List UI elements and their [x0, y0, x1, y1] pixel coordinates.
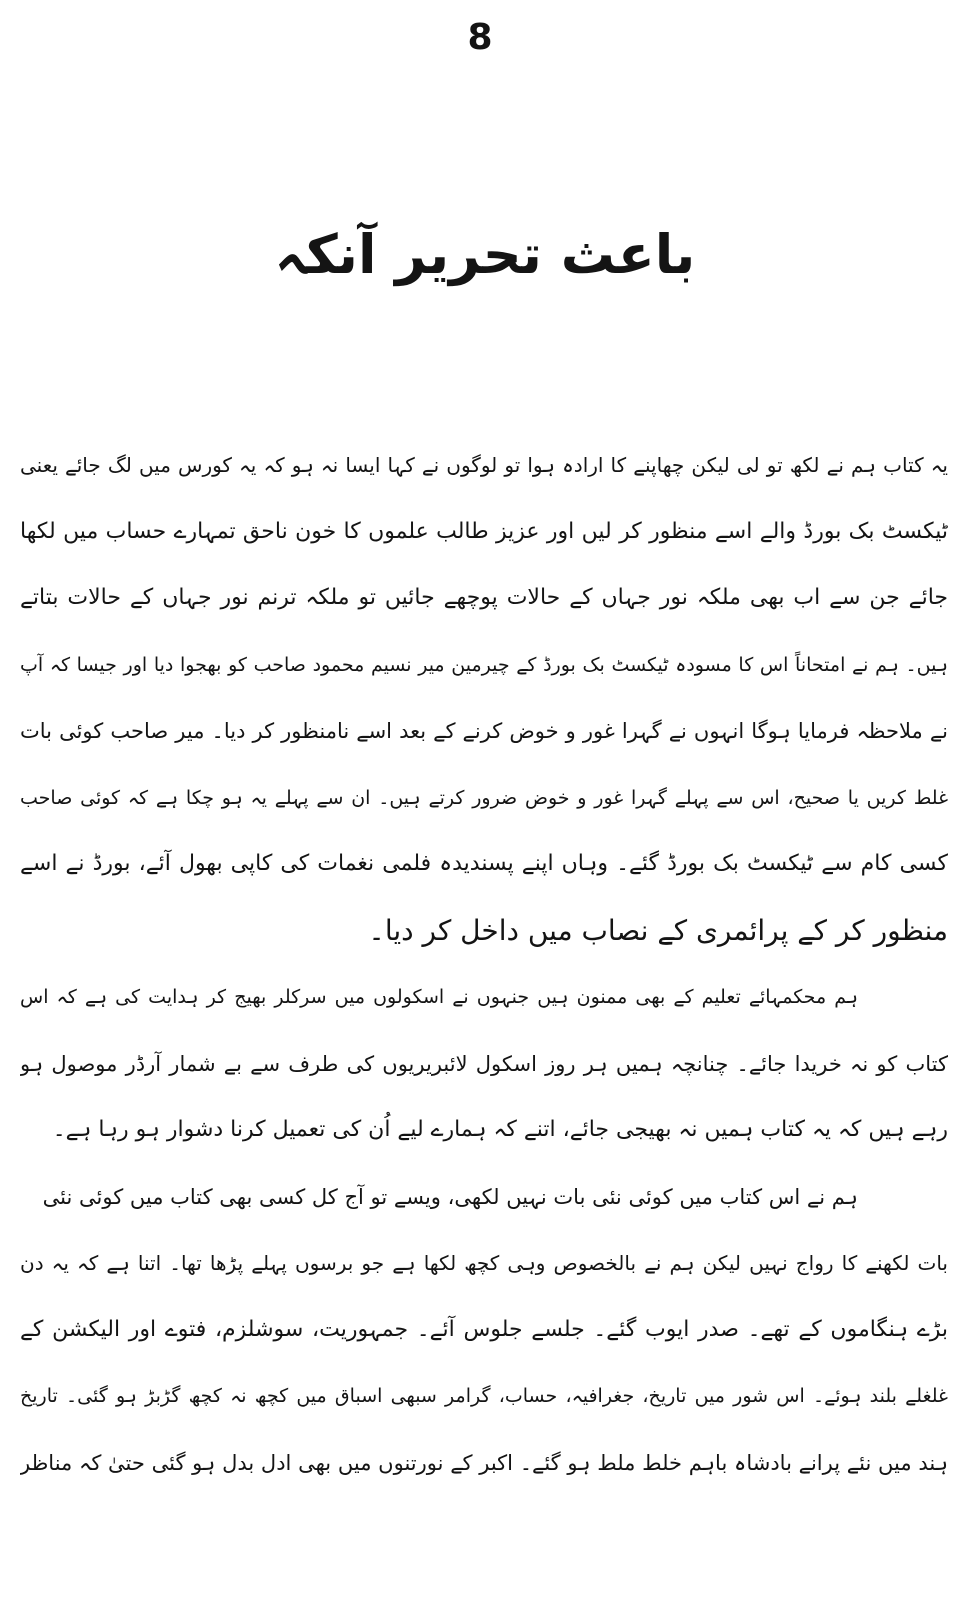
- text-line: یہ کتاب ہم نے لکھ تو لی لیکن چھاپنے کا ارادہ ہوا تو لوگوں نے کہا ایسا نہ ہو کہ یہ کورس میں لگ جائے یعنی: [20, 453, 948, 477]
- text-line: کسی کام سے ٹیکسٹ بک بورڈ گئے۔ وہاں اپنے پسندیدہ فلمی نغمات کی کاپی بھول آئے، بورڈ نے اسے: [20, 851, 948, 876]
- text-line: کتاب کو نہ خریدا جائے۔ چنانچہ ہمیں ہر روز اسکول لائبریریوں کی طرف سے بے شمار آرڈر موصول ہو: [20, 1051, 948, 1076]
- text-line: غلغلے بلند ہوئے۔ اس شور میں تاریخ، جغرافیہ، حساب، گرامر سبھی اسباق میں کچھ نہ کچھ گڑبڑ ہو گئی۔ تاریخ: [20, 1385, 948, 1407]
- text-line: ٹیکسٹ بک بورڈ والے اسے منظور کر لیں اور عزیز طالب علموں کا خون ناحق تمہارے حساب میں لکھا: [20, 518, 948, 544]
- text-line: جائے جن سے اب بھی ملکہ نور جہاں کے حالات پوچھے جائیں تو ملکہ ترنم نور جہاں کے حالات بتاتے: [20, 585, 948, 610]
- text-line: رہے ہیں کہ یہ کتاب ہمیں نہ بھیجی جائے، اتنے کہ ہمارے لیے اُن کی تعمیل کرنا دشوار ہو رہا ہے۔: [52, 1117, 948, 1142]
- chapter-title: باعث تحریر آنکہ: [274, 223, 696, 286]
- text-line: ہیں۔ ہم نے امتحاناً اس کا مسودہ ٹیکسٹ بک بورڈ کے چیرمین میر نسیم محمود صاحب کو بھجوا دیا اور جیسا کہ آپ: [20, 653, 948, 676]
- text-line: ہم نے اس کتاب میں کوئی نئی بات نہیں لکھی، ویسے تو آج کل کسی بھی کتاب میں کوئی نئی: [42, 1184, 858, 1209]
- text-line: بڑے ہنگاموں کے تھے۔ صدر ایوب گئے۔ جلسے جلوس آئے۔ جمہوریت، سوشلزم، فتوے اور الیکشن کے: [20, 1316, 948, 1342]
- body-text: [20, 432, 948, 1496]
- text-line: غلط کریں یا صحیح، اس سے پہلے گہرا غور و خوض ضرور کرتے ہیں۔ ان سے پہلے یہ ہو چکا ہے کہ کوئی صاحب: [20, 786, 948, 809]
- page-number: 8: [467, 17, 493, 58]
- text-line: نے ملاحظہ فرمایا ہوگا انہوں نے گہرا غور و خوض کرنے کے بعد اسے نامنظور کر دیا۔ میر صاحب کوئی بات: [20, 719, 948, 743]
- text-line: ہم محکمہائے تعلیم کے بھی ممنون ہیں جنہوں نے اسکولوں میں سرکلر بھیج کر ہدایت کی ہے کہ اس: [20, 986, 858, 1008]
- text-line: بات لکھنے کا رواج نہیں لیکن ہم نے بالخصوص وہی کچھ لکھا ہے جو برسوں پہلے پڑھا تھا۔ اتنا ہے کہ یہ دن: [20, 1251, 948, 1275]
- text-line: ہند میں نئے پرانے بادشاہ باہم خلط ملط ہو گئے۔ اکبر کے نورتنوں میں بھی ادل بدل ہو گئی حتیٰ کہ مناظر: [20, 1450, 948, 1475]
- text-line: منظور کر کے پرائمری کے نصاب میں داخل کر دیا۔: [368, 913, 948, 947]
